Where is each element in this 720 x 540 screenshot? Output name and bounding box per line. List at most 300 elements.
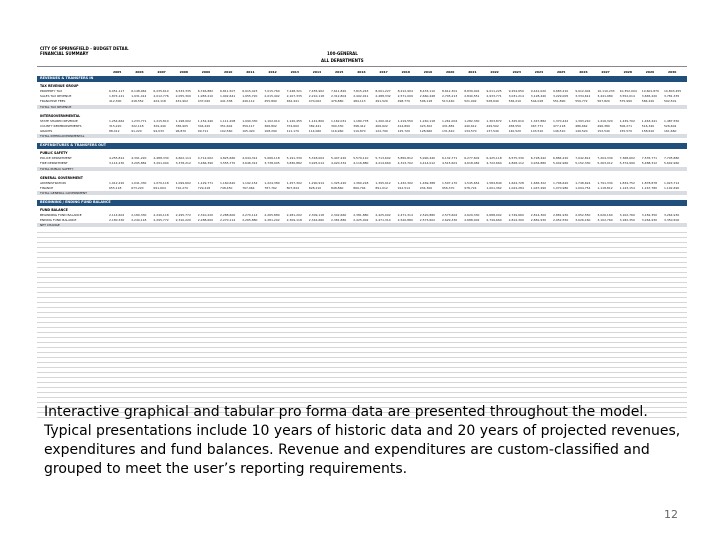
row-label: STATE SHARED REVENUE <box>40 118 78 123</box>
data-cell: 2,240,118 <box>131 218 147 223</box>
data-cell: 1,012,220 <box>109 180 125 185</box>
data-cell: 8,433,110 <box>419 89 436 93</box>
year-header-cell: 2022 <box>490 70 499 74</box>
group-title: INTERGOVERNMENTAL <box>40 113 81 118</box>
data-cell: 1,141,800 <box>308 118 325 123</box>
year-header-cell: 2016 <box>357 70 366 74</box>
data-cell: 3,925,014 <box>308 161 325 166</box>
data-cell: 6,277,602 <box>464 156 480 161</box>
data-cell: 2,288,600 <box>197 218 214 223</box>
data-cell: 329,440 <box>153 123 166 128</box>
data-cell: 1,200,412 <box>375 118 391 123</box>
data-cell: 366,802 <box>264 123 277 128</box>
row-label: ADMINISTRATION <box>40 180 66 185</box>
data-cell: 1,099,602 <box>175 180 191 185</box>
data-cell: 149,520 <box>575 129 588 133</box>
data-cell: 4,602,114 <box>175 156 191 161</box>
data-cell: 1,902,641 <box>220 94 236 99</box>
data-cell: 2,309,118 <box>308 213 325 217</box>
data-cell: 3,665,220 <box>641 94 658 99</box>
data-cell: 2,629,330 <box>442 218 458 223</box>
report-subtitle: FINANCIAL SUMMARY <box>40 51 89 56</box>
data-cell: 2,281,202 <box>264 218 280 223</box>
grid-line <box>37 247 687 248</box>
data-cell: 1,545,654 <box>464 180 480 185</box>
data-cell: 116,960 <box>331 129 344 133</box>
data-cell: 4,414,012 <box>419 161 436 166</box>
data-cell: 418,552 <box>131 99 144 104</box>
grid-line <box>37 352 687 353</box>
data-cell: 1,325,220 <box>331 180 347 185</box>
data-cell: 551,890 <box>553 99 566 104</box>
data-cell: 374,600 <box>286 123 299 128</box>
data-cell: 2,381,880 <box>331 218 347 223</box>
data-cell: 1,955,720 <box>242 94 258 99</box>
data-cell: 1,224,380 <box>264 180 280 185</box>
year-header-cell: 2030 <box>668 70 677 74</box>
data-cell: 567,820 <box>597 99 610 104</box>
data-cell: 6,728,442 <box>530 156 547 161</box>
data-cell: 2,012,776 <box>153 94 169 99</box>
row-label: GRANTS <box>40 129 53 133</box>
data-cell: 4,020,332 <box>331 161 347 166</box>
data-cell: 2,520,880 <box>397 218 413 223</box>
data-cell: 96,870 <box>175 129 187 133</box>
data-cell: 559,772 <box>575 99 588 104</box>
data-cell: 1,507,170 <box>442 180 458 185</box>
data-cell: 2,952,550 <box>575 213 591 217</box>
grid-line <box>37 242 687 243</box>
data-cell: 956,370 <box>442 185 455 190</box>
total-row-label: TOTAL INTERGOVERNMENTAL <box>40 134 85 139</box>
data-cell: 382,441 <box>308 123 322 128</box>
data-cell: 2,814,300 <box>530 213 547 217</box>
section-band-label: BEGINNING / ENDING FUND BALANCE <box>40 200 111 204</box>
data-cell: 5,990,440 <box>419 156 436 161</box>
data-cell: 1,282,330 <box>464 118 480 123</box>
data-cell: 1,129,771 <box>197 180 214 185</box>
year-header-cell: 2025 <box>557 70 566 74</box>
data-cell: 10,110,233 <box>597 89 615 93</box>
data-cell: 1,261,004 <box>442 118 458 123</box>
data-cell: 143,510 <box>530 129 544 133</box>
data-cell: 3,026,160 <box>597 213 613 217</box>
data-cell: 729,218 <box>197 185 211 190</box>
data-cell: 8,839,402 <box>464 89 480 93</box>
data-cell: 4,828,112 <box>508 161 524 166</box>
year-header-cell: 2026 <box>579 70 588 74</box>
data-cell: 1,834,752 <box>619 180 635 185</box>
data-cell: 4,618,482 <box>464 161 480 166</box>
data-cell: 9,912,004 <box>575 89 591 93</box>
data-cell: 2,814,300 <box>508 218 524 223</box>
data-cell: 655,118 <box>109 185 122 190</box>
data-cell: 458,550 <box>508 123 521 128</box>
data-cell: 1,395,912 <box>375 180 391 185</box>
data-cell: 710,270 <box>175 185 188 190</box>
data-cell: 3,205,882 <box>131 161 147 166</box>
data-cell: 2,281,202 <box>286 213 302 217</box>
data-cell: 111,170 <box>286 129 299 133</box>
data-cell: 2,055,300 <box>175 94 191 99</box>
grid-line <box>37 272 687 273</box>
total-row-bg <box>37 167 687 171</box>
data-cell: 2,310,220 <box>197 213 214 217</box>
data-cell: 6,915,423 <box>242 89 258 93</box>
data-cell: 3,646,312 <box>242 161 258 166</box>
data-cell: 513,440 <box>442 99 455 104</box>
data-cell: 105,420 <box>242 129 255 133</box>
year-header-cell: 2013 <box>290 70 299 74</box>
group-title: FUND BALANCE <box>40 208 68 212</box>
data-cell: 1,469,388 <box>419 180 436 185</box>
grid-line <box>37 357 687 358</box>
data-cell: 131,610 <box>442 129 455 133</box>
data-cell: 978,724 <box>464 185 477 190</box>
data-cell: 1,303,872 <box>486 118 502 123</box>
data-cell: 6,811,507 <box>220 89 236 93</box>
page-number: 12 <box>664 508 678 521</box>
data-cell: 336,905 <box>175 123 188 128</box>
data-cell: 869,794 <box>353 185 366 190</box>
data-cell: 3,182,350 <box>641 213 658 217</box>
data-cell: 1,219,550 <box>397 118 413 123</box>
row-label: FIRE DEPARTMENT <box>40 161 68 166</box>
year-header-cell: 2006 <box>135 70 144 74</box>
data-cell: 1,143,154 <box>619 185 635 190</box>
data-cell: 3,264,930 <box>664 213 680 217</box>
data-cell: 891,012 <box>375 185 388 190</box>
data-cell: 2,840,551 <box>464 94 480 99</box>
data-cell: 496,380 <box>597 123 610 128</box>
data-cell: 8,612,301 <box>442 89 458 93</box>
data-cell: 1,584,840 <box>486 180 502 185</box>
data-cell: 125,720 <box>397 129 410 133</box>
grid-line <box>37 322 687 323</box>
row-label: BEGINNING FUND BALANCE <box>40 213 82 217</box>
data-cell: 691,604 <box>153 185 166 190</box>
data-cell: 3,781,335 <box>664 94 680 99</box>
data-cell: 119,870 <box>353 129 366 133</box>
report-fund: 100-GENERAL <box>327 51 358 56</box>
data-cell: 1,874,121 <box>109 94 125 99</box>
data-cell: 3,738,005 <box>264 161 280 166</box>
data-cell: 1,192,154 <box>242 180 258 185</box>
data-cell: 5,191,330 <box>286 156 302 161</box>
data-cell: 2,288,600 <box>220 213 236 217</box>
year-header-cell: 2029 <box>645 70 655 74</box>
data-cell: 2,749,660 <box>486 218 502 223</box>
section-band <box>37 76 687 82</box>
data-cell: 2,425,002 <box>375 213 391 217</box>
data-cell: 9,441,020 <box>530 89 547 93</box>
data-cell: 351,602 <box>220 123 233 128</box>
data-cell: 3,552,014 <box>619 94 635 99</box>
year-header-cell: 2017 <box>379 70 388 74</box>
data-cell: 7,368,602 <box>619 156 635 161</box>
data-cell: 91,220 <box>131 129 142 133</box>
data-cell: 449,502 <box>486 123 499 128</box>
data-cell: 4,116,880 <box>353 161 369 166</box>
spreadsheet-preview <box>37 44 687 426</box>
data-cell: 8,001,227 <box>375 89 391 93</box>
data-cell: 7,015,760 <box>264 89 280 93</box>
data-cell: 88,412 <box>109 129 120 133</box>
data-cell: 470,002 <box>308 99 322 104</box>
data-cell: 1,257,302 <box>286 180 302 185</box>
data-cell: 912,514 <box>397 185 410 190</box>
data-cell: 4,488,330 <box>153 156 169 161</box>
data-cell: 1,624,728 <box>508 180 524 185</box>
grid-line <box>37 277 687 278</box>
grid-line <box>37 252 687 253</box>
data-cell: 2,310,220 <box>175 218 191 223</box>
grid-line <box>37 372 687 373</box>
row-label: ENDING FUND BALANCE <box>40 218 77 223</box>
total-row-bg <box>37 223 687 227</box>
data-cell: 5,152,330 <box>575 161 591 166</box>
grid-line <box>37 367 687 368</box>
data-cell: 441,338 <box>220 99 233 104</box>
data-cell: 3,102,760 <box>619 213 635 217</box>
data-cell: 592,501 <box>664 99 677 104</box>
total-row-label: NET CHANGE <box>40 223 60 228</box>
grid-line <box>37 337 687 338</box>
grid-line <box>37 317 687 318</box>
data-cell: 1,347,882 <box>530 118 547 123</box>
data-cell: 828,210 <box>308 185 322 190</box>
year-header-cell: 2027 <box>601 70 610 74</box>
year-header-cell: 2009 <box>201 70 211 74</box>
data-cell: 6,235,610 <box>153 89 169 93</box>
data-cell: 1,233,771 <box>131 118 147 123</box>
data-cell: 2,660,448 <box>419 94 436 99</box>
row-label: PROPERTY TAX <box>40 89 63 93</box>
data-cell: 521,002 <box>464 99 477 104</box>
data-cell: 3,466,390 <box>197 161 214 166</box>
data-cell: 506,271 <box>619 123 632 128</box>
year-header-cell: 2019 <box>423 70 433 74</box>
total-row-label: TOTAL TAX REVENUE <box>40 104 72 109</box>
report-org: CITY OF SPRINGFIELD - BUDGET DETAIL <box>40 46 129 51</box>
data-cell: 1,791,334 <box>597 180 613 185</box>
total-row-bg <box>37 191 687 195</box>
data-cell: 6,148,962 <box>131 89 147 93</box>
grid-line <box>37 327 687 328</box>
data-cell: 476,880 <box>331 99 344 104</box>
group-title: PUBLIC SAFETY <box>40 151 68 156</box>
total-row-label: TOTAL GENERAL GOVERNMENT <box>40 191 87 195</box>
data-cell: 2,520,880 <box>419 213 436 217</box>
grid-line <box>37 237 687 238</box>
data-cell: 3,264,930 <box>641 218 658 223</box>
total-row-bg <box>37 134 687 138</box>
data-cell: 1,001,362 <box>486 185 502 190</box>
data-cell: 108,290 <box>264 129 277 133</box>
row-label: FRANCHISE FEES <box>40 99 66 104</box>
data-cell: 1,325,610 <box>508 118 524 123</box>
data-cell: 6,575,330 <box>508 156 524 161</box>
data-cell: 5,318,004 <box>308 156 325 161</box>
total-row-bg <box>37 105 687 109</box>
data-cell: 1,070,118 <box>153 180 169 185</box>
data-cell: 767,964 <box>242 185 255 190</box>
data-cell: 5,374,990 <box>619 161 635 166</box>
data-cell: 2,312,804 <box>331 94 347 99</box>
grid-line <box>37 297 687 298</box>
data-cell: 3,229,005 <box>553 94 569 99</box>
data-cell: 526,602 <box>664 123 677 128</box>
grid-line <box>37 267 687 268</box>
data-cell: 7,248,321 <box>286 89 302 93</box>
data-cell: 7,815,243 <box>353 89 369 93</box>
group-title: TAX REVENUE GROUP <box>40 84 79 88</box>
header-rule <box>37 66 687 67</box>
section-band-label: EXPENDITURES & TRANSFERS OUT <box>40 143 107 148</box>
grid-line <box>37 362 687 363</box>
data-cell: 2,952,550 <box>553 218 569 223</box>
data-cell: 528,640 <box>486 99 499 104</box>
grid-line <box>37 387 687 388</box>
data-cell: 1,254,662 <box>109 118 125 123</box>
data-cell: 934,300 <box>419 185 433 190</box>
data-cell: 5,066,118 <box>264 156 280 161</box>
grid-line <box>37 392 687 393</box>
data-cell: 1,931,412 <box>131 94 147 99</box>
data-cell: 1,192,690 <box>664 185 680 190</box>
data-cell: 575,990 <box>619 99 632 104</box>
data-cell: 4,825,660 <box>220 156 236 161</box>
data-cell: 4,255,812 <box>109 156 125 161</box>
data-cell: 2,573,602 <box>442 213 458 217</box>
data-cell: 440,612 <box>464 123 477 128</box>
data-cell: 412,300 <box>109 99 122 104</box>
grid-line <box>37 397 687 398</box>
data-cell: 146,510 <box>553 129 566 133</box>
data-cell: 2,180,330 <box>131 213 147 217</box>
data-cell: 431,902 <box>175 99 188 104</box>
grid-line <box>37 302 687 303</box>
data-cell: 10,803,455 <box>664 89 682 93</box>
data-cell: 3,350,500 <box>664 218 680 223</box>
group-title: GENERAL GOVERNMENT <box>40 175 83 180</box>
data-cell: 807,844 <box>286 185 299 190</box>
year-header-cell: 2028 <box>623 70 632 74</box>
data-cell: 536,210 <box>508 99 521 104</box>
data-cell: 3,555,770 <box>220 161 236 166</box>
year-header-cell: 2020 <box>446 70 455 74</box>
data-cell: 1,878,878 <box>641 180 658 185</box>
data-cell: 2,295,772 <box>153 218 169 223</box>
data-cell: 2,180,330 <box>109 218 125 223</box>
data-cell: 423,302 <box>419 123 433 128</box>
data-cell: 2,745,213 <box>442 94 458 99</box>
data-cell: 4,313,702 <box>397 161 413 166</box>
data-cell: 1,416,320 <box>597 118 613 123</box>
data-cell: 6,425,118 <box>486 156 502 161</box>
data-cell: 6,746,882 <box>197 89 214 93</box>
data-cell: 2,471,314 <box>375 218 391 223</box>
row-label: COUNTY REIMBURSEMENTS <box>40 123 82 128</box>
grid-line <box>37 312 687 313</box>
data-cell: 2,629,330 <box>464 213 480 217</box>
year-header-cell: 2015 <box>335 70 344 74</box>
data-cell: 467,771 <box>530 123 544 128</box>
data-cell: 1,024,284 <box>508 185 524 190</box>
data-cell: 5,579,110 <box>353 156 369 161</box>
data-cell: 6,132,771 <box>442 156 458 161</box>
data-cell: 1,240,118 <box>419 118 436 123</box>
data-cell: 137,540 <box>486 129 499 133</box>
data-cell: 1,393,210 <box>575 118 591 123</box>
data-cell: 122,790 <box>375 129 388 133</box>
data-cell: 1,432,302 <box>397 180 413 185</box>
data-cell: 673,220 <box>131 185 144 190</box>
data-cell: 2,571,009 <box>397 94 413 99</box>
data-cell: 390,330 <box>331 123 344 128</box>
data-cell: 1,439,702 <box>619 118 635 123</box>
data-cell: 3,378,212 <box>175 161 191 166</box>
data-cell: 152,540 <box>597 129 610 133</box>
data-cell: 1,748,624 <box>575 180 591 185</box>
data-cell: 3,441,980 <box>597 94 613 99</box>
data-cell: 486,662 <box>575 123 588 128</box>
data-cell: 2,402,911 <box>353 94 369 99</box>
data-cell: 7,455,902 <box>308 89 325 93</box>
year-header-cell: 2024 <box>534 70 544 74</box>
year-header-cell: 2011 <box>246 70 255 74</box>
data-cell: 2,265,880 <box>242 218 258 223</box>
row-label: FINANCE <box>40 185 54 190</box>
grid-line <box>37 382 687 383</box>
year-header-cell: 2018 <box>401 70 410 74</box>
data-cell: 1,983,210 <box>197 94 214 99</box>
data-cell: 2,749,660 <box>508 213 524 217</box>
data-cell: 4,391,220 <box>131 156 147 161</box>
data-cell: 2,114,602 <box>109 213 125 217</box>
data-cell: 462,441 <box>286 99 299 104</box>
data-cell: 7,611,820 <box>331 89 347 93</box>
data-cell: 2,210,118 <box>308 94 325 99</box>
data-cell: 544,018 <box>530 99 544 104</box>
data-cell: 114,060 <box>308 129 322 133</box>
year-header-cell: 2012 <box>268 70 277 74</box>
year-header-cell: 2005 <box>113 70 122 74</box>
grid-line <box>37 347 687 348</box>
data-cell: 848,860 <box>331 185 344 190</box>
data-cell: 2,425,002 <box>353 218 369 223</box>
data-cell: 3,114,230 <box>109 161 125 166</box>
data-cell: 1,463,441 <box>641 118 658 123</box>
data-cell: 1,118,812 <box>597 185 613 190</box>
data-cell: 6,051,117 <box>109 89 125 93</box>
grid-line <box>37 292 687 293</box>
data-cell: 2,240,118 <box>153 213 169 217</box>
year-header-cell: 2014 <box>312 70 322 74</box>
report-scope: ALL DEPARTMENTS <box>321 58 364 63</box>
grid-line <box>37 232 687 233</box>
grid-line <box>37 377 687 378</box>
data-cell: 134,570 <box>464 129 477 133</box>
data-cell: 1,120,455 <box>286 118 302 123</box>
data-cell: 102,560 <box>220 129 233 133</box>
data-cell: 7,535,771 <box>641 156 658 161</box>
data-cell: 2,881,930 <box>530 218 547 223</box>
data-cell: 9,011,225 <box>486 89 502 93</box>
data-cell: 7,204,330 <box>597 156 613 161</box>
data-cell: 3,128,440 <box>530 94 547 99</box>
data-cell: 455,890 <box>264 99 277 104</box>
